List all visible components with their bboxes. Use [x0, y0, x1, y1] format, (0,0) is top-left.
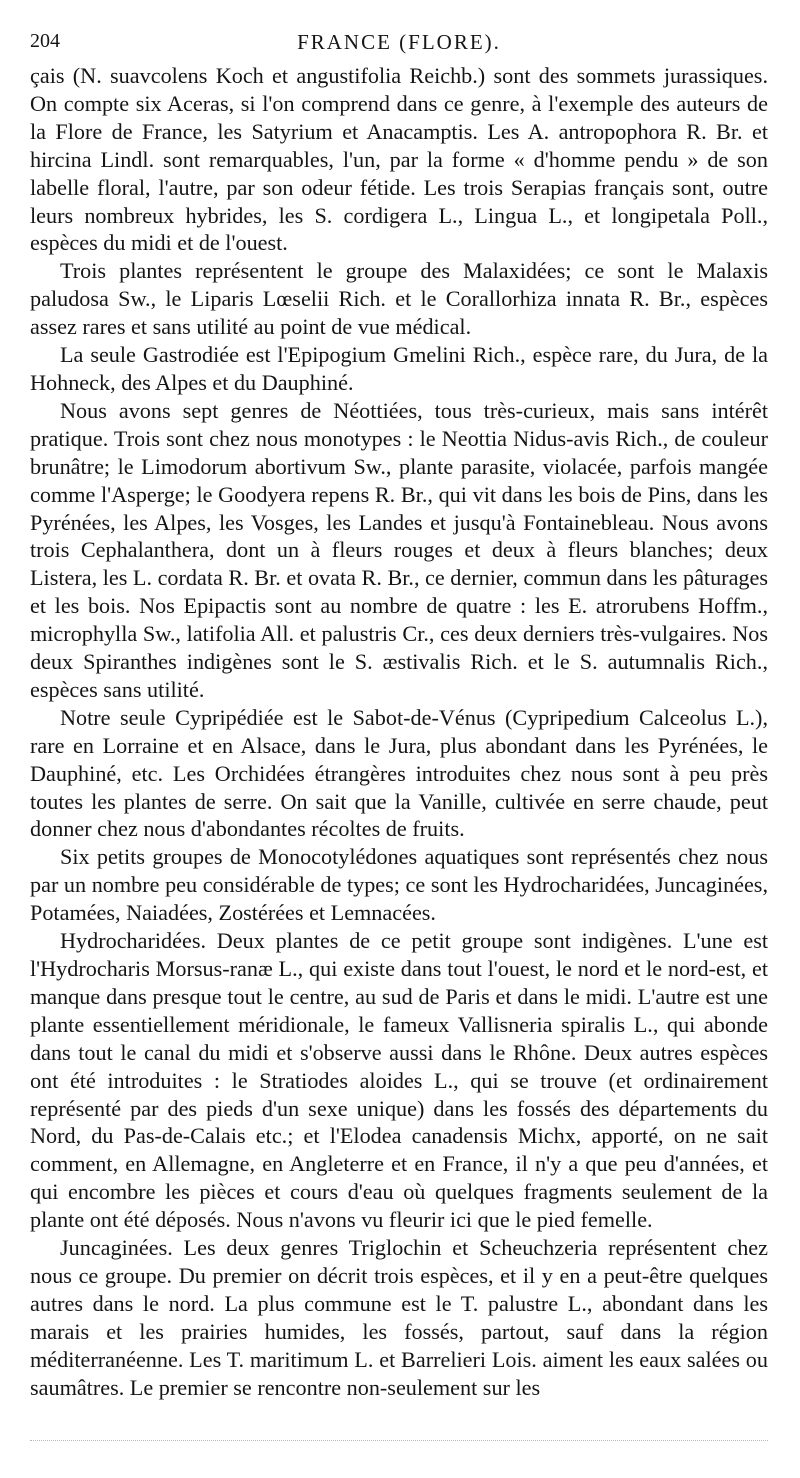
- body-text: [30, 62, 768, 1402]
- running-head: FRANCE (FLORE).: [297, 30, 501, 54]
- paragraph-monocotyledones-aquatiques: Six petits groupes de Monocotylédones aquatiques sont représentés chez nous par un nombre peu considérable de types; ce sont les Hydrocharidées, Juncaginées, Potamées, Naiadées, Zostérées et Lemnacées.: [30, 844, 768, 926]
- page-header: [30, 28, 768, 62]
- paragraph-gastrodiee: La seule Gastrodiée est l'Epipogium Gmelini Rich., espèce rare, du Jura, de la Hohneck, des Alpes et du Dauphiné.: [30, 342, 768, 395]
- paragraph-malaxidees: Trois plantes représentent le groupe des Malaxidées; ce sont le Malaxis paludosa Sw., le Liparis Lœselii Rich. et le Corallorhiza innata R. Br., espèces assez rares et sans utilité au point de vue médical.: [30, 258, 768, 340]
- paragraph-juncaginees: Juncaginées. Les deux genres Triglochin et Scheuchzeria représentent chez nous ce groupe. Du premier on décrit trois espèces, et il y en a peut-être quelques autres dans le nord. La plus commune est le T. palustre L., abondant dans les marais et les prairies humides, les fossés, partout, sauf dans la région méditerranéenne. Les T. maritimum L. et Barrelieri Lois. aiment les eaux salées ou saumâtres. Le premier se rencontre non-seulement sur les: [30, 1235, 768, 1400]
- paragraph-cypripediee: Notre seule Cypripédiée est le Sabot-de-Vénus (Cypripedium Calceolus L.), rare en Lorraine et en Alsace, dans le Jura, plus abondant dans les Pyrénées, le Dauphiné, etc. Les Orchidées étrangères introduites chez nous sont à peu près toutes les plantes de serre. On sait que la Vanille, cultivée en serre chaude, peut donner chez nous d'abondantes récoltes de fruits.: [30, 704, 768, 842]
- page-number: 204: [30, 30, 60, 52]
- paragraph-hydrocharidees: Hydrocharidées. Deux plantes de ce petit groupe sont indigènes. L'une est l'Hydrocharis Morsus-ranæ L., qui existe dans tout l'ouest, le nord et le nord-est, et manque dans presque tout le centre, au sud de Paris et dans le midi. L'autre est une plante essentiellement méridionale, le fameux Vallisneria spiralis L., qui abonde dans tout le canal du midi et s'observe aussi dans le Rhône. Deux autres espèces ont été introduites : le Stratiodes aloides L., qui se trouve (et ordinairement représenté par des pieds d'un sexe unique) dans les fossés des départements du Nord, du Pas-de-Calais etc.; et l'Elodea canadensis Michx, apporté, on ne sait comment, en Allemagne, en Angleterre et en France, il n'y a que peu d'années, et qui encombre les pièces et cours d'eau où quelques fragments seulement de la plante ont été déposés. Nous n'avons vu fleurir ici que le pied femelle.: [30, 928, 768, 1233]
- book-page: [30, 28, 768, 1402]
- paragraph-orchids-continued: çais (N. suavcolens Koch et angustifolia Reichb.) sont des sommets jurassiques. On compte six Aceras, si l'on comprend dans ce genre, à l'exemple des auteurs de la Flore de France, les Satyrium et Anacamptis. Les A. antropophora R. Br. et hircina Lindl. sont remarquables, l'un, par la forme « d'homme pendu » de son labelle floral, l'autre, par son odeur fétide. Les trois Serapias français sont, outre leurs nombreux hybrides, les S. cordigera L., Lingua L., et longipetala Poll., espèces du midi et de l'ouest.: [30, 63, 768, 256]
- paragraph-neottiees: Nous avons sept genres de Néottiées, tous très-curieux, mais sans intérêt pratique. Trois sont chez nous monotypes : le Neottia Nidus-avis Rich., de couleur brunâtre; le Limodorum abortivum Sw., plante parasite, violacée, parfois mangée comme l'Asperge; le Goodyera repens R. Br., qui vit dans les bois de Pins, dans les Pyrénées, les Alpes, les Vosges, les Landes et jusqu'à Fontainebleau. Nous avons trois Cephalanthera, dont un à fleurs rouges et deux à fleurs blanches; deux Listera, les L. cordata R. Br. et ovata R. Br., ce dernier, commun dans les pâturages et les bois. Nos Epipactis sont au nombre de quatre : les E. atrorubens Hoffm., microphylla Sw., latifolia All. et palustris Cr., ces deux derniers très-vulgaires. Nos deux Spiranthes indigènes sont le S. æstivalis Rich. et le S. autumnalis Rich., espèces sans utilité.: [30, 397, 768, 702]
- bottom-rule: [30, 1440, 768, 1441]
